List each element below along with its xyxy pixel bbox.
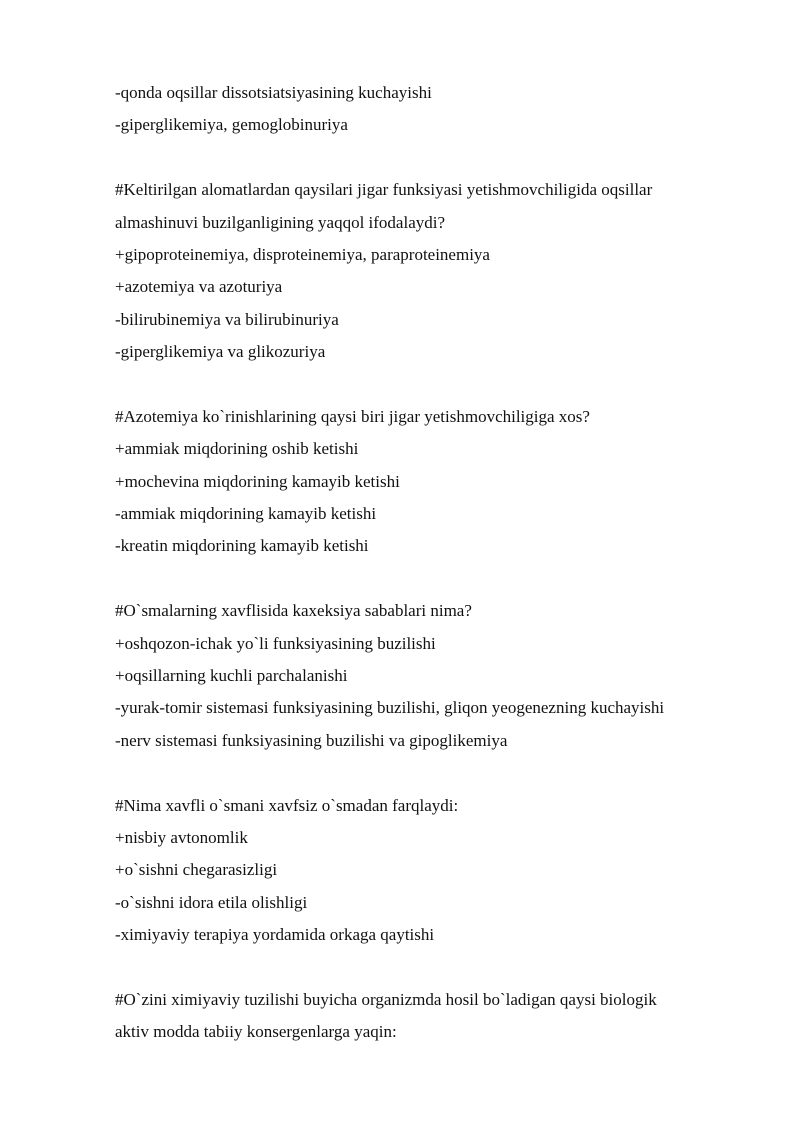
question-text: #Keltirilgan alomatlardan qaysilari jigar funksiyasi yetishmovchiligida oqsillar [115, 180, 653, 200]
blank-line [115, 757, 755, 789]
blank-line [115, 369, 755, 401]
answer-option-wrong: -kreatin miqdorining kamayib ketishi [115, 536, 369, 556]
answer-option-correct: +o`sishni chegarasizligi [115, 860, 278, 880]
answer-option-wrong: -yurak-tomir sistemasi funksiyasining buzilishi, gliqon yeogenezning kuchayishi [115, 698, 665, 718]
blank-line [115, 952, 755, 984]
answer-option-correct: +mochevina miqdorining kamayib ketishi [115, 471, 400, 491]
blank-line [115, 563, 755, 595]
question-text: #O`smalarning xavflisida kaxeksiya sabablari nima? [115, 601, 472, 621]
question-text: #Azotemiya ko`rinishlarining qaysi biri jigar yetishmovchiligiga xos? [115, 406, 590, 426]
answer-option-correct: +oqsillarning kuchli parchalanishi [115, 666, 348, 686]
document-content [115, 77, 755, 1049]
answer-option-correct: +ammiak miqdorining oshib ketishi [115, 439, 359, 459]
answer-block-continued [115, 77, 755, 142]
answer-option-wrong: -qonda oqsillar dissotsiatsiyasining kuchayishi [115, 83, 432, 102]
question-text: #O`zini ximiyaviy tuzilishi buyicha organizmda hosil bo`ladigan qaysi biologik [115, 989, 657, 1009]
question-text-continued: aktiv modda tabiiy konsergenlarga yaqin: [115, 1022, 397, 1042]
question-text: #Nima xavfli o`smani xavfsiz o`smadan farqlaydi: [115, 795, 459, 815]
answer-option-correct: +gipoproteinemiya, disproteinemiya, paraproteinemiya [115, 244, 490, 264]
answer-option-wrong: -ammiak miqdorining kamayib ketishi [115, 504, 377, 524]
answer-option-wrong: -giperglikemiya va glikozuriya [115, 342, 326, 362]
question-block [115, 401, 755, 563]
answer-option-wrong: -ximiyaviy terapiya yordamida orkaga qaytishi [115, 925, 435, 945]
question-block [115, 790, 755, 952]
blank-line [115, 142, 755, 174]
question-text-continued: almashinuvi buzilganligining yaqqol ifodalaydi? [115, 212, 446, 232]
answer-option-correct: +oshqozon-ichak yo`li funksiyasining buzilishi [115, 633, 436, 653]
answer-option-wrong: -nerv sistemasi funksiyasining buzilishi va gipoglikemiya [115, 730, 508, 750]
question-block [115, 984, 755, 1049]
answer-option-correct: +azotemiya va azoturiya [115, 277, 283, 297]
answer-option-correct: +nisbiy avtonomlik [115, 827, 248, 847]
question-block [115, 595, 755, 757]
answer-option-wrong: -giperglikemiya, gemoglobinuriya [115, 115, 348, 135]
question-block [115, 174, 755, 368]
answer-option-wrong: -bilirubinemiya va bilirubinuriya [115, 309, 339, 329]
answer-option-wrong: -o`sishni idora etila olishligi [115, 892, 308, 912]
